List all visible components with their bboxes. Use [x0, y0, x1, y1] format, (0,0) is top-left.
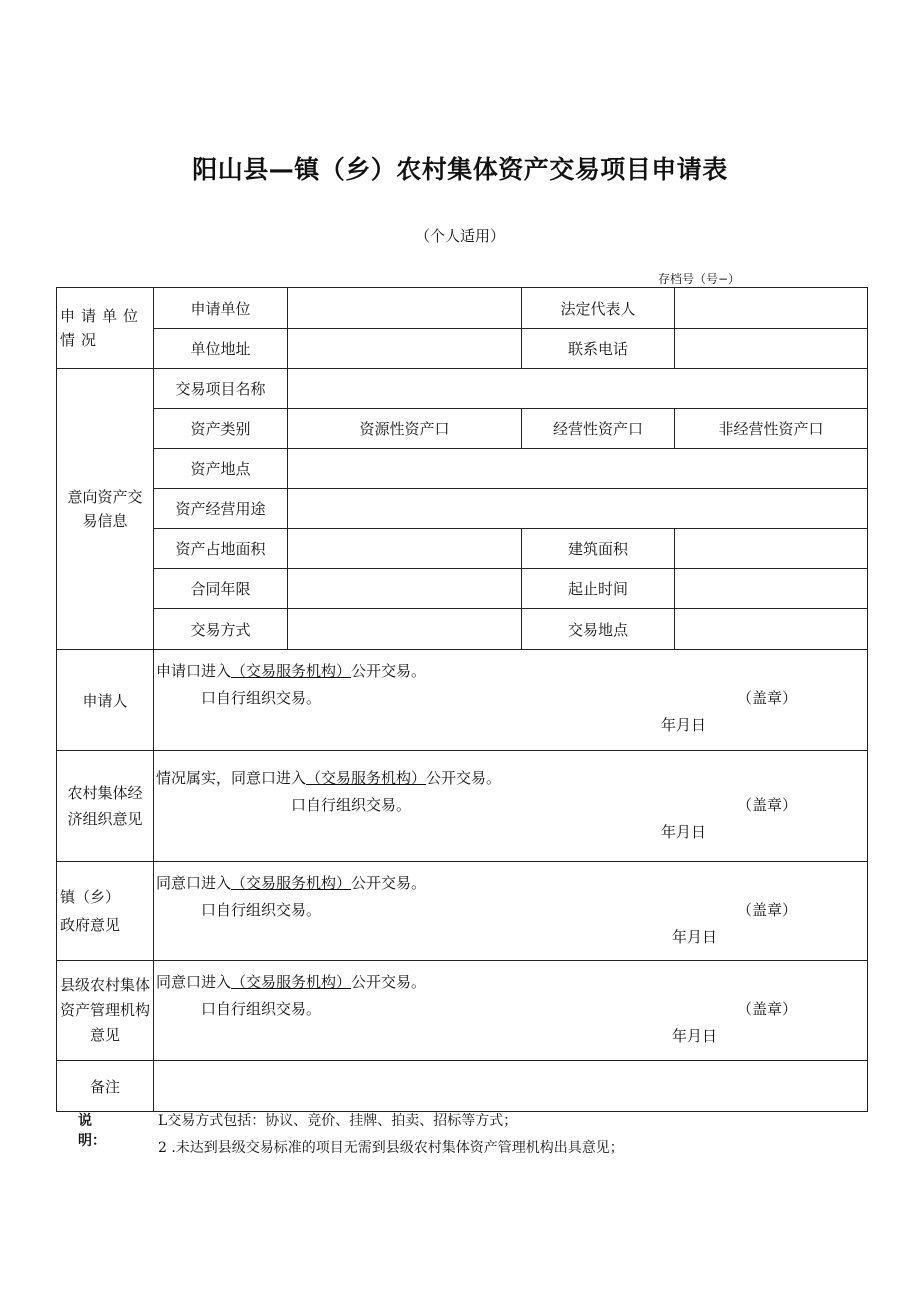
- row-asset-category: [57, 409, 868, 449]
- label-county-text: 县级农村集体资产管理机构意见: [60, 976, 151, 1044]
- applicant-seal: （盖章）: [737, 689, 798, 707]
- label-applicant: 申请人: [57, 650, 154, 751]
- label-township-line1: 镇（乡）: [60, 888, 121, 906]
- row-remarks: [57, 1061, 868, 1112]
- field-legal-rep[interactable]: [675, 288, 868, 329]
- archive-number: 存档号（号−）: [658, 272, 741, 286]
- county-self-organize[interactable]: 口自行组织交易。: [201, 1000, 322, 1018]
- label-land-area: 资产占地面积: [154, 529, 288, 569]
- label-trade-method: 交易方式: [154, 609, 288, 650]
- section-township: [154, 862, 868, 961]
- applicant-date: 年月日: [661, 716, 707, 734]
- applicant-line1-post: 公开交易。: [351, 662, 427, 680]
- collective-line1-post: 公开交易。: [426, 769, 502, 787]
- collective-self-organize[interactable]: 口自行组织交易。: [291, 796, 412, 814]
- township-date: 年月日: [672, 928, 718, 946]
- collective-date: 年月日: [661, 823, 707, 841]
- county-agency: （交易服务机构）: [231, 973, 352, 991]
- group-label-applicant-unit-text: 申请单位情况: [60, 307, 145, 349]
- field-contract-term[interactable]: [288, 569, 522, 609]
- form-subtitle: （个人适用）: [414, 227, 505, 245]
- collective-seal: （盖章）: [737, 796, 798, 814]
- collective-line1-pre[interactable]: 情况属实，同意口进入: [156, 769, 307, 787]
- label-applicant-unit: 申请单位: [154, 288, 288, 329]
- row-county: [57, 961, 868, 1061]
- county-seal: （盖章）: [737, 1000, 798, 1018]
- applicant-line1: [156, 660, 426, 681]
- county-line1-pre[interactable]: 同意口进入: [156, 973, 232, 991]
- field-project-name[interactable]: [288, 369, 868, 409]
- application-form-table: [56, 287, 868, 1112]
- field-trade-venue[interactable]: [675, 609, 868, 650]
- label-project-name: 交易项目名称: [154, 369, 288, 409]
- form-title: 阳山县—镇（乡）农村集体资产交易项目申请表: [192, 155, 728, 184]
- checkbox-non-operating-asset[interactable]: 非经营性资产口: [675, 409, 868, 449]
- field-asset-location[interactable]: [288, 449, 868, 489]
- row-asset-usage: [57, 489, 868, 529]
- field-building-area[interactable]: [675, 529, 868, 569]
- label-remarks: 备注: [57, 1061, 154, 1112]
- township-line1-pre[interactable]: 同意口进入: [156, 874, 232, 892]
- township-seal: （盖章）: [737, 901, 798, 919]
- label-collective: [57, 751, 154, 862]
- field-applicant-unit[interactable]: [288, 288, 522, 329]
- field-phone[interactable]: [675, 329, 868, 369]
- field-remarks[interactable]: [154, 1061, 868, 1112]
- collective-agency: （交易服务机构）: [306, 769, 427, 787]
- group-label-asset-info-text: 意向资产交易信息: [67, 488, 143, 530]
- label-unit-address: 单位地址: [154, 329, 288, 369]
- field-period[interactable]: [675, 569, 868, 609]
- row-project-name: [57, 369, 868, 409]
- note-item-1: L交易方式包括：协议、竞价、挂牌、拍卖、招标等方式；: [158, 1113, 518, 1129]
- checkbox-operating-asset[interactable]: 经营性资产口: [522, 409, 675, 449]
- label-asset-usage: 资产经营用途: [154, 489, 288, 529]
- row-applicant: [57, 650, 868, 751]
- row-township: [57, 862, 868, 961]
- label-asset-category: 资产类别: [154, 409, 288, 449]
- row-collective: [57, 751, 868, 862]
- applicant-self-organize[interactable]: 口自行组织交易。: [201, 689, 322, 707]
- applicant-agency: （交易服务机构）: [231, 662, 352, 680]
- row-trade-method: [57, 609, 868, 650]
- field-trade-method[interactable]: [288, 609, 522, 650]
- row-unit-address: [57, 329, 868, 369]
- row-land-area: [57, 529, 868, 569]
- label-building-area: 建筑面积: [522, 529, 675, 569]
- county-line1-post: 公开交易。: [351, 973, 427, 991]
- label-asset-location: 资产地点: [154, 449, 288, 489]
- group-label-applicant-unit: [57, 288, 154, 369]
- applicant-line1-pre[interactable]: 申请口进入: [156, 662, 232, 680]
- section-collective: [154, 751, 868, 862]
- township-line1-post: 公开交易。: [351, 874, 427, 892]
- field-land-area[interactable]: [288, 529, 522, 569]
- row-applicant-unit: [57, 288, 868, 329]
- label-township: [57, 862, 154, 961]
- label-township-line2: 政府意见: [60, 916, 121, 934]
- group-label-asset-info: [57, 369, 154, 650]
- label-legal-rep: 法定代表人: [522, 288, 675, 329]
- collective-line1: [156, 767, 501, 788]
- label-phone: 联系电话: [522, 329, 675, 369]
- row-asset-location: [57, 449, 868, 489]
- county-line1: [156, 971, 426, 992]
- field-asset-usage[interactable]: [288, 489, 868, 529]
- label-collective-text: 农村集体经济组织意见: [67, 784, 143, 828]
- township-agency: （交易服务机构）: [231, 874, 352, 892]
- county-date: 年月日: [672, 1027, 718, 1045]
- township-self-organize[interactable]: 口自行组织交易。: [201, 901, 322, 919]
- section-applicant: [154, 650, 868, 751]
- checkbox-resource-asset[interactable]: 资源性资产口: [288, 409, 522, 449]
- label-county: [57, 961, 154, 1061]
- township-line1: [156, 872, 426, 893]
- section-county: [154, 961, 868, 1061]
- label-trade-venue: 交易地点: [522, 609, 675, 650]
- label-contract-term: 合同年限: [154, 569, 288, 609]
- label-period: 起止时间: [522, 569, 675, 609]
- notes-heading: 说明：: [78, 1113, 106, 1149]
- note-item-2: 2 .未达到县级交易标准的项目无需到县级农村集体资产管理机构出具意见；: [158, 1140, 624, 1156]
- field-unit-address[interactable]: [288, 329, 522, 369]
- row-contract-term: [57, 569, 868, 609]
